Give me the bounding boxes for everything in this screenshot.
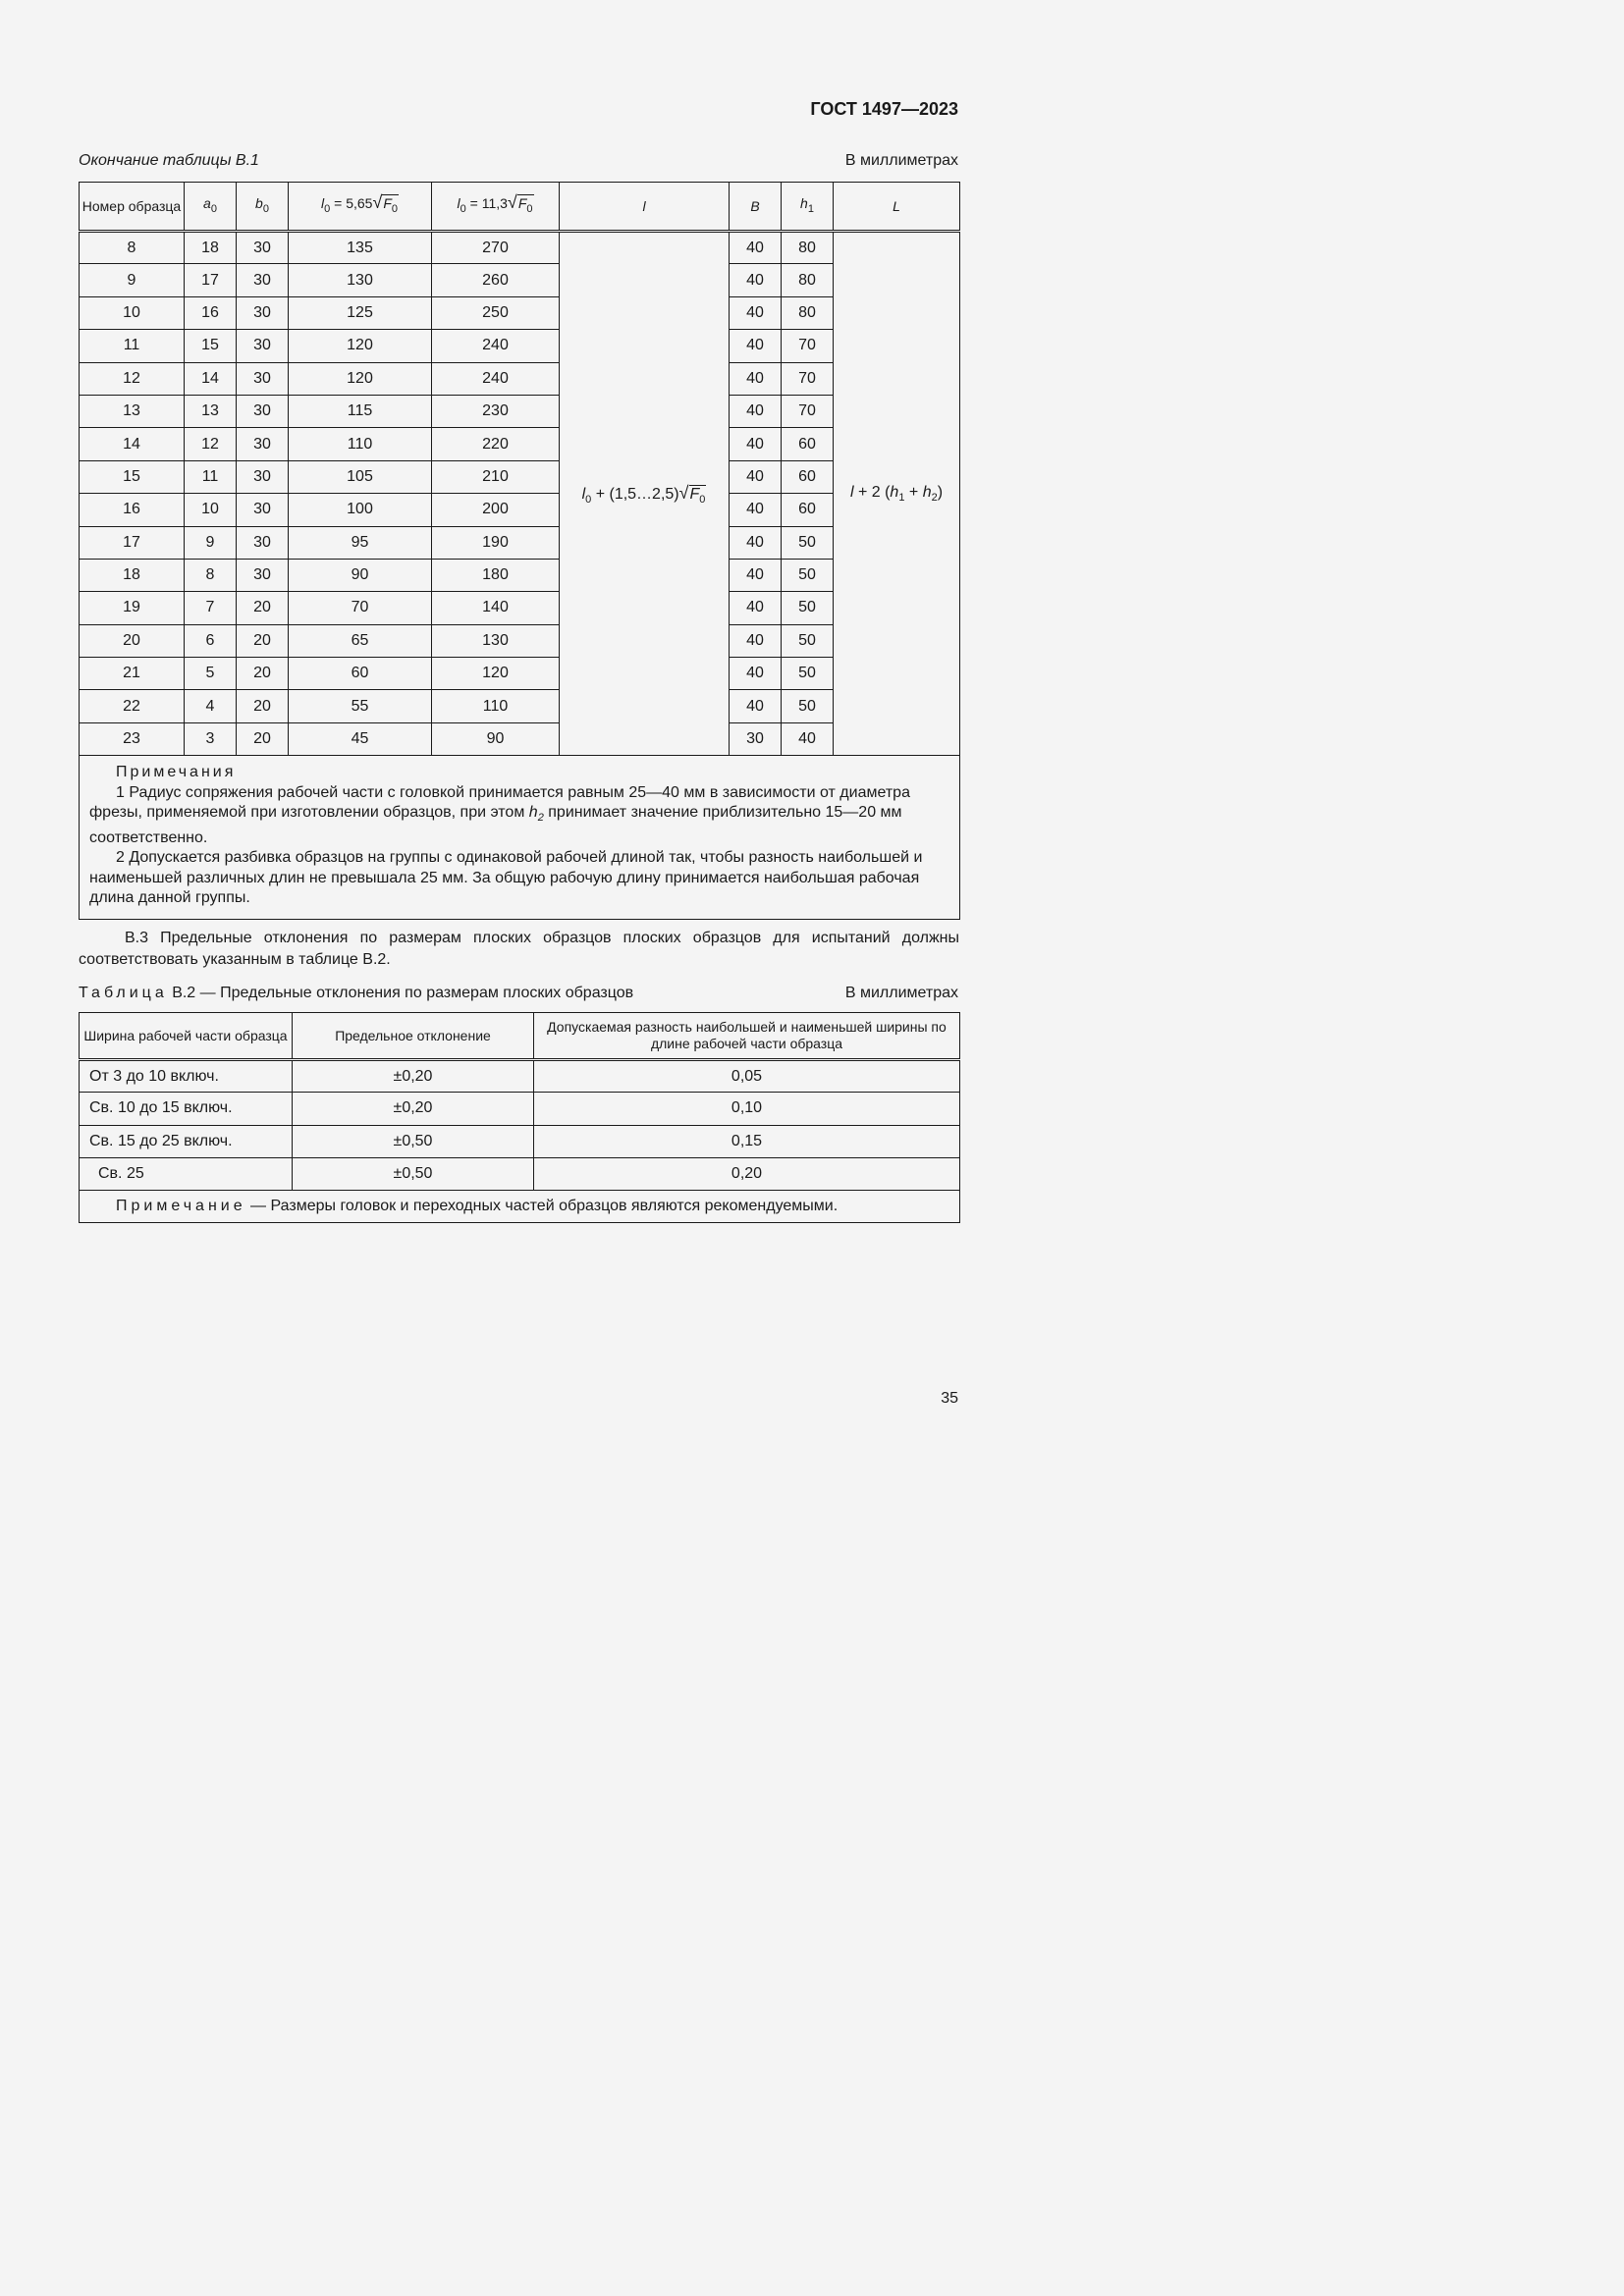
cell-specimen-number: 16 (80, 494, 185, 526)
cell-l0-long: 250 (432, 296, 560, 329)
cell-b0: 30 (237, 494, 289, 526)
cell-b0: 20 (237, 722, 289, 755)
cell-a0: 15 (185, 330, 237, 362)
cell-specimen-number: 11 (80, 330, 185, 362)
cell-B: 40 (730, 395, 782, 427)
table-row (80, 428, 960, 460)
table-b1-notes (80, 756, 960, 920)
cell-l0-short: 55 (289, 690, 432, 722)
paragraph-b3: В.3 Предельные отклонения по размерам плоских образцов плоских образцов для испытаний должны соответствовать указанным в таблице В.2. (79, 930, 959, 968)
table-row (80, 330, 960, 362)
cell-h1: 80 (782, 232, 834, 264)
cell-l0-short: 100 (289, 494, 432, 526)
cell-width: Св. 25 (80, 1157, 293, 1190)
cell-l0-short: 90 (289, 559, 432, 591)
cell-a0: 7 (185, 592, 237, 624)
cell-l0-short: 110 (289, 428, 432, 460)
cell-a0: 8 (185, 559, 237, 591)
cell-l0-long: 240 (432, 362, 560, 395)
table-b2-note-text: — Размеры головок и переходных частей образцов являются рекомендуемыми. (245, 1198, 839, 1215)
cell-difference: 0,15 (534, 1125, 960, 1157)
cell-B: 30 (730, 722, 782, 755)
note-1-text-before: 1 Радиус сопряжения рабочей части с головкой принимается равным 25—40 мм в зависимости от диаметра фрезы, применяемой при изготовлении образцов, при этом (89, 783, 910, 822)
table-row (80, 460, 960, 493)
cell-B: 40 (730, 592, 782, 624)
table-row (80, 559, 960, 591)
table-b2-units: В миллиметрах (844, 985, 958, 1001)
cell-l0-long: 140 (432, 592, 560, 624)
cell-deviation: ±0,20 (293, 1060, 534, 1093)
cell-a0: 14 (185, 362, 237, 395)
cell-specimen-number: 20 (80, 624, 185, 657)
cell-l0-long: 230 (432, 395, 560, 427)
note-2: 2 Допускается разбивка образцов на группы с одинаковой рабочей длиной так, чтобы разность наибольшей и наименьшей различных длин не превышала 25 мм. За общую рабочую длину принимается наибольшая рабочая длина данной группы. (89, 849, 923, 907)
cell-specimen-number: 9 (80, 264, 185, 296)
header-width: Ширина рабочей части образца (80, 1013, 293, 1060)
cell-l0-long: 90 (432, 722, 560, 755)
cell-l0-short: 120 (289, 330, 432, 362)
cell-l0-short: 135 (289, 232, 432, 264)
table-b2-note-label: Примечание (116, 1198, 246, 1215)
cell-specimen-number: 18 (80, 559, 185, 591)
cell-a0: 6 (185, 624, 237, 657)
cell-h1: 60 (782, 494, 834, 526)
cell-difference: 0,20 (534, 1157, 960, 1190)
cell-B: 40 (730, 362, 782, 395)
header-a0: $a_0$ (185, 183, 237, 232)
cell-h1: 50 (782, 658, 834, 690)
cell-specimen-number: 12 (80, 362, 185, 395)
cell-h1: 40 (782, 722, 834, 755)
cell-B: 40 (730, 624, 782, 657)
cell-a0: 10 (185, 494, 237, 526)
cell-B: 40 (730, 690, 782, 722)
cell-difference: 0,10 (534, 1093, 960, 1125)
cell-a0: 4 (185, 690, 237, 722)
cell-l0-short: 45 (289, 722, 432, 755)
cell-h1: 80 (782, 264, 834, 296)
cell-l0-long: 110 (432, 690, 560, 722)
cell-B: 40 (730, 658, 782, 690)
cell-b0: 30 (237, 460, 289, 493)
header-specimen-number: Номер образца (80, 183, 185, 232)
cell-b0: 20 (237, 690, 289, 722)
table-row (80, 592, 960, 624)
table-b2 (79, 1012, 960, 1223)
header-deviation: Предельное отклонение (293, 1013, 534, 1060)
cell-specimen-number: 19 (80, 592, 185, 624)
table-row (80, 296, 960, 329)
cell-l0-long: 260 (432, 264, 560, 296)
cell-l0-short: 115 (289, 395, 432, 427)
cell-b0: 20 (237, 592, 289, 624)
table-b1-header-row (80, 183, 960, 232)
cell-h1: 80 (782, 296, 834, 329)
cell-l0-short: 60 (289, 658, 432, 690)
cell-l0-short: 120 (289, 362, 432, 395)
cell-a0: 12 (185, 428, 237, 460)
cell-l0-long: 240 (432, 330, 560, 362)
table-row (80, 658, 960, 690)
cell-l0-long: 130 (432, 624, 560, 657)
table-b2-note (80, 1191, 960, 1223)
cell-b0: 30 (237, 526, 289, 559)
cell-b0: 30 (237, 296, 289, 329)
cell-l0-long: 200 (432, 494, 560, 526)
cell-a0: 18 (185, 232, 237, 264)
table-b2-header-row (80, 1013, 960, 1060)
page-number: 35 (941, 1390, 958, 1407)
table-row (80, 1157, 960, 1190)
cell-B: 40 (730, 428, 782, 460)
cell-width: От 3 до 10 включ. (80, 1060, 293, 1093)
cell-B: 40 (730, 494, 782, 526)
cell-l0-long: 120 (432, 658, 560, 690)
cell-a0: 11 (185, 460, 237, 493)
table-b1-caption: Окончание таблицы В.1 (79, 152, 259, 169)
header-b0: $b_0$ (237, 183, 289, 232)
cell-deviation: ±0,20 (293, 1093, 534, 1125)
cell-B: 40 (730, 460, 782, 493)
cell-h1: 60 (782, 460, 834, 493)
table-b2-caption-text: В.2 — Предельные отклонения по размерам плоских образцов (172, 985, 634, 1001)
notes-title: Примечания (116, 764, 237, 781)
table-row (80, 1060, 960, 1093)
table-b2-note-row (80, 1191, 960, 1223)
header-h1: $h_1$ (782, 183, 834, 232)
cell-h1: 50 (782, 624, 834, 657)
cell-specimen-number: 15 (80, 460, 185, 493)
header-L: L (834, 183, 960, 232)
table-row (80, 690, 960, 722)
cell-B: 40 (730, 526, 782, 559)
cell-l0-long: 180 (432, 559, 560, 591)
cell-h1: 70 (782, 362, 834, 395)
header-difference: Допускаемая разность наибольшей и наименьшей ширины по длине рабочей части образца (534, 1013, 960, 1060)
cell-h1: 50 (782, 690, 834, 722)
cell-a0: 3 (185, 722, 237, 755)
cell-width: Св. 15 до 25 включ. (80, 1125, 293, 1157)
cell-b0: 30 (237, 362, 289, 395)
note-1-text-after: принимает значение приблизительно 15—20 мм соответственно. (89, 804, 902, 846)
cell-l0-short: 70 (289, 592, 432, 624)
cell-h1: 50 (782, 592, 834, 624)
cell-specimen-number: 13 (80, 395, 185, 427)
cell-h1: 60 (782, 428, 834, 460)
cell-B: 40 (730, 296, 782, 329)
table-row (80, 395, 960, 427)
cell-a0: 17 (185, 264, 237, 296)
cell-a0: 5 (185, 658, 237, 690)
cell-l-formula: $l_0$ + $(1,5\dots 2,5)√F_0$ (560, 232, 730, 756)
header-B: B (730, 183, 782, 232)
note-1 (89, 783, 949, 849)
cell-deviation: ±0,50 (293, 1157, 534, 1190)
header-l0-long: $l_0 = 11,3√F_0$ (432, 183, 560, 232)
table-b1 (79, 182, 960, 920)
cell-specimen-number: 21 (80, 658, 185, 690)
cell-h1: 50 (782, 526, 834, 559)
cell-deviation: ±0,50 (293, 1125, 534, 1157)
cell-b0: 20 (237, 658, 289, 690)
cell-l0-short: 105 (289, 460, 432, 493)
cell-b0: 30 (237, 232, 289, 264)
table-row (80, 722, 960, 755)
cell-h1: 50 (782, 559, 834, 591)
table-row (80, 1093, 960, 1125)
table-b1-units: В миллиметрах (844, 152, 958, 169)
cell-l0-long: 210 (432, 460, 560, 493)
cell-B: 40 (730, 232, 782, 264)
header-l: l (560, 183, 730, 232)
cell-B: 40 (730, 330, 782, 362)
cell-specimen-number: 14 (80, 428, 185, 460)
table-b2-caption-label: Таблица (79, 985, 168, 1001)
cell-a0: 9 (185, 526, 237, 559)
cell-specimen-number: 17 (80, 526, 185, 559)
table-b1-notes-row (80, 756, 960, 920)
cell-l0-long: 190 (432, 526, 560, 559)
cell-b0: 30 (237, 559, 289, 591)
cell-l0-long: 270 (432, 232, 560, 264)
header-l0-short: $l_0 = 5,65√F_0$ (289, 183, 432, 232)
note-1-variable: $h_2$ (528, 804, 544, 825)
cell-b0: 30 (237, 428, 289, 460)
cell-l0-short: 130 (289, 264, 432, 296)
cell-l0-long: 220 (432, 428, 560, 460)
standard-header: ГОСТ 1497—2023 (810, 99, 958, 119)
cell-a0: 16 (185, 296, 237, 329)
cell-b0: 30 (237, 264, 289, 296)
cell-specimen-number: 8 (80, 232, 185, 264)
cell-specimen-number: 22 (80, 690, 185, 722)
cell-l0-short: 65 (289, 624, 432, 657)
table-row (80, 1125, 960, 1157)
cell-specimen-number: 10 (80, 296, 185, 329)
cell-L-formula: l + 2 $(h_1 + h_2)$ (834, 232, 960, 756)
cell-b0: 20 (237, 624, 289, 657)
cell-h1: 70 (782, 330, 834, 362)
table-row (80, 362, 960, 395)
cell-b0: 30 (237, 395, 289, 427)
table-row (80, 494, 960, 526)
cell-h1: 70 (782, 395, 834, 427)
table-row (80, 264, 960, 296)
cell-l0-short: 125 (289, 296, 432, 329)
cell-a0: 13 (185, 395, 237, 427)
cell-B: 40 (730, 264, 782, 296)
table-row (80, 526, 960, 559)
cell-specimen-number: 23 (80, 722, 185, 755)
cell-width: Св. 10 до 15 включ. (80, 1093, 293, 1125)
cell-B: 40 (730, 559, 782, 591)
table-row (80, 232, 960, 264)
cell-b0: 30 (237, 330, 289, 362)
table-row (80, 624, 960, 657)
cell-l0-short: 95 (289, 526, 432, 559)
cell-difference: 0,05 (534, 1060, 960, 1093)
